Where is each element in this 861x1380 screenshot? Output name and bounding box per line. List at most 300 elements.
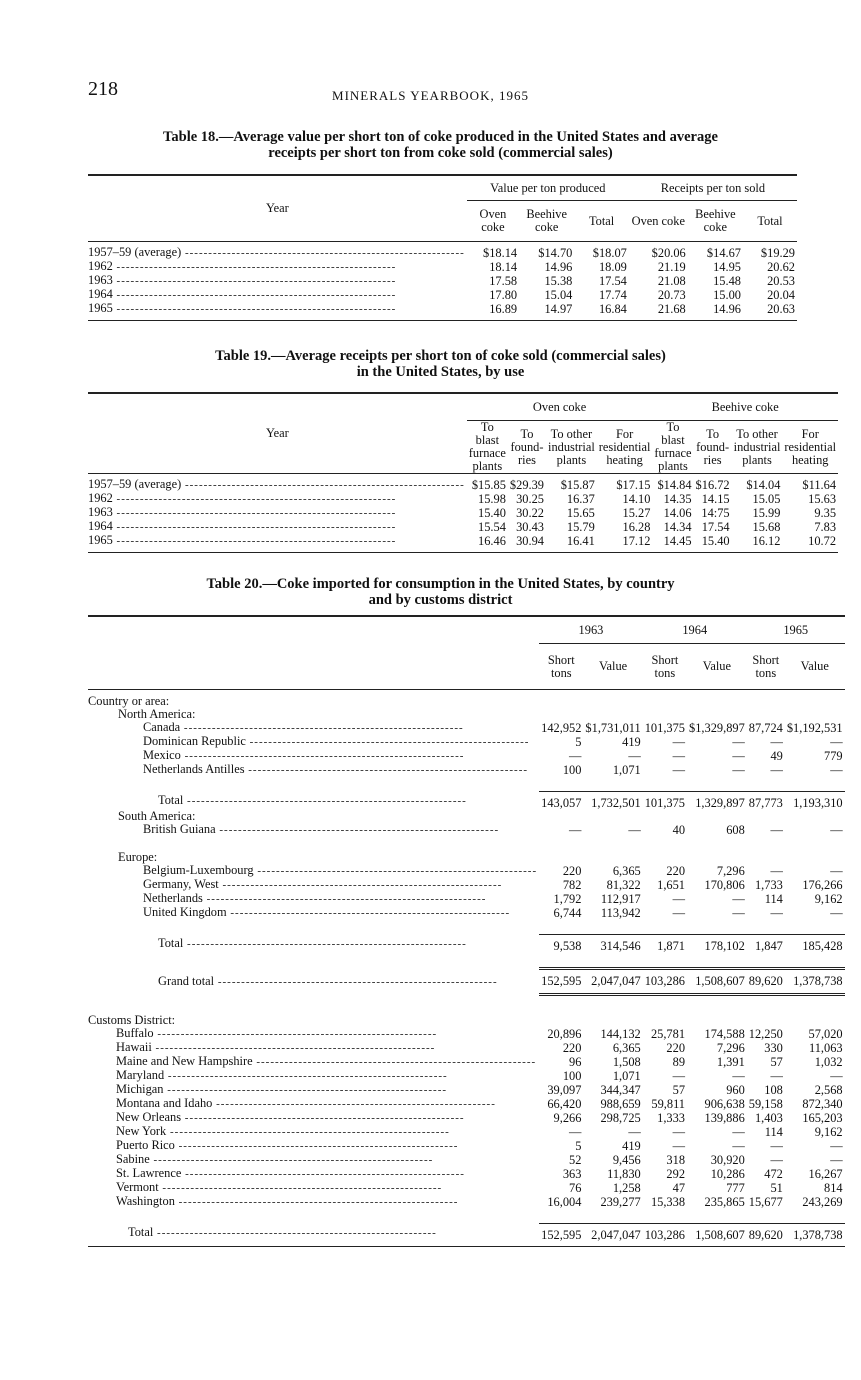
value-cell: — [672, 748, 686, 763]
table-19-title [88, 348, 793, 380]
row-label-cell [88, 1097, 539, 1111]
t20-row [88, 823, 845, 837]
value-cell: — [732, 1138, 745, 1153]
empty-cell [583, 837, 642, 851]
value-cell: 344,347 [600, 1082, 641, 1097]
value-cell: $19.29 [760, 245, 795, 260]
value-cell: 143,057 [539, 792, 583, 811]
row-label-cell [88, 1153, 539, 1167]
table-18 [88, 174, 797, 321]
value-cell: $11.64 [802, 477, 837, 492]
table-20-title-line1: Table 20.—Coke imported for consumption in the United States, by country [206, 576, 675, 592]
row-label: New Orleans ----- [116, 1110, 465, 1124]
t18-header-beehive-receipts: Beehive coke [688, 201, 743, 242]
value-cell: 103,286 [643, 1224, 687, 1243]
value-cell: 6,365 [612, 863, 641, 878]
value-cell: 20.73 [657, 287, 686, 302]
t20-header-short-1963: Short tons [539, 644, 583, 690]
value-cell: 176,266 [802, 877, 843, 892]
value-cell: — [672, 905, 686, 920]
value-cell: 15.99 [752, 505, 781, 520]
row-label-cell [88, 1181, 539, 1195]
value-cell: 330 [764, 1040, 783, 1055]
empty-cell [785, 953, 845, 969]
empty-cell [643, 695, 687, 708]
row-label: Maryland ----- [116, 1068, 448, 1082]
value-cell: 2,047,047 [583, 1224, 642, 1243]
value-cell: 96 [569, 1054, 582, 1069]
value-cell: 16.12 [752, 533, 781, 548]
row-label-cell [88, 1139, 539, 1153]
empty-cell [747, 708, 785, 721]
empty-cell [88, 316, 467, 321]
value-cell: 20.53 [767, 273, 795, 288]
row-label-cell [88, 1195, 539, 1209]
t20-row [88, 749, 845, 763]
value-cell: 2,047,047 [583, 969, 642, 995]
value-cell: 15.65 [566, 505, 595, 520]
empty-cell [88, 777, 539, 792]
t19-header-other: To other industrial plants [546, 421, 597, 474]
value-cell: — [732, 905, 745, 920]
value-cell: 9.35 [814, 505, 837, 520]
value-cell: — [732, 891, 745, 906]
value-cell: 21.08 [657, 273, 686, 288]
empty-cell [785, 920, 845, 935]
t18-header-total-receipts: Total [743, 201, 797, 242]
value-cell: 814 [824, 1180, 843, 1195]
row-label-cell [88, 1111, 539, 1125]
value-cell: 782 [562, 877, 582, 892]
row-label: North America: [118, 707, 196, 721]
value-cell: 17.58 [489, 273, 518, 288]
spacer-row [88, 920, 845, 935]
t18-header-beehive: Beehive coke [519, 201, 574, 242]
row-label-cell [88, 260, 467, 274]
value-cell: 16.41 [566, 533, 595, 548]
row-label: Buffalo ----- [116, 1026, 437, 1040]
value-cell: 14.06 [663, 505, 692, 520]
value-cell: 185,428 [785, 935, 845, 954]
empty-cell [747, 695, 785, 708]
value-cell: 16,267 [808, 1166, 843, 1181]
empty-cell [583, 851, 642, 864]
row-label: Customs District: [88, 1013, 176, 1027]
t20-row [88, 864, 845, 878]
empty-cell [583, 995, 642, 1015]
row-label: 1964 ----- [88, 519, 396, 533]
value-cell: 220 [562, 863, 582, 878]
empty-cell [583, 708, 642, 721]
value-cell: 21.68 [657, 301, 686, 316]
row-label-cell [88, 823, 539, 837]
value-cell: — [569, 822, 582, 837]
value-cell: 9,162 [814, 891, 843, 906]
value-cell: 235,865 [704, 1194, 745, 1209]
value-cell: 15.63 [808, 491, 837, 506]
value-cell: 9,538 [539, 935, 583, 954]
value-cell: 239,277 [600, 1194, 641, 1209]
row-label: Total ----- [158, 936, 467, 950]
value-cell: — [569, 748, 582, 763]
value-cell: 51 [770, 1180, 783, 1195]
empty-cell [732, 548, 783, 553]
value-cell: 20.04 [767, 287, 795, 302]
value-cell: 1,071 [612, 762, 641, 777]
value-cell: 6,365 [612, 1040, 641, 1055]
empty-cell [643, 995, 687, 1015]
empty-cell [88, 1209, 539, 1224]
value-cell: 14.15 [701, 491, 730, 506]
row-label-cell [88, 492, 467, 506]
row-label: 1964 ----- [88, 287, 396, 301]
value-cell: 14.96 [544, 259, 573, 274]
t20-header-short-1964: Short tons [643, 644, 687, 690]
value-cell: 220 [666, 863, 686, 878]
value-cell: 777 [726, 1180, 745, 1195]
t18-header-oven-receipts: Oven coke [629, 201, 688, 242]
value-cell: 7.83 [814, 519, 837, 534]
empty-cell [785, 851, 845, 864]
value-cell: — [770, 822, 783, 837]
empty-cell [583, 1209, 642, 1224]
t20-header-1964: 1964 [643, 616, 747, 644]
t20-row [88, 721, 845, 735]
row-label-cell [88, 1041, 539, 1055]
value-cell: 16.46 [478, 533, 506, 548]
empty-cell [643, 851, 687, 864]
t19-row [88, 520, 838, 534]
empty-cell [583, 695, 642, 708]
value-cell: 220 [562, 1040, 582, 1055]
value-cell: — [628, 822, 641, 837]
t18-body [88, 242, 797, 321]
t20-header-value-1965: Value [785, 644, 845, 690]
t19-row [88, 506, 838, 520]
value-cell: 170,806 [704, 877, 745, 892]
t18-header-value: Value per ton produced [467, 175, 629, 201]
row-label: New York ----- [116, 1124, 450, 1138]
empty-cell [785, 708, 845, 721]
value-cell: $1,329,897 [689, 720, 745, 735]
empty-cell [88, 953, 539, 969]
empty-cell [629, 316, 688, 321]
value-cell: 10.72 [808, 533, 837, 548]
empty-cell [687, 1014, 747, 1027]
empty-cell [643, 1242, 687, 1247]
row-label-cell [88, 302, 467, 316]
value-cell: $15.87 [560, 477, 595, 492]
value-cell: 59,158 [748, 1096, 783, 1111]
row-label: Germany, West ----- [143, 877, 502, 891]
value-cell: 872,340 [802, 1096, 843, 1111]
t20-total-row [88, 1224, 845, 1243]
empty-cell [546, 548, 597, 553]
value-cell: 103,286 [643, 969, 687, 995]
row-label: Total ----- [128, 1225, 437, 1239]
row-label: Dominican Republic ----- [143, 734, 529, 748]
value-cell: 243,269 [802, 1194, 843, 1209]
value-cell: 1,329,897 [687, 792, 747, 811]
value-cell: 66,420 [547, 1096, 582, 1111]
t20-row [88, 1097, 845, 1111]
value-cell: 1,733 [754, 877, 783, 892]
row-label: Sabine ----- [116, 1152, 433, 1166]
empty-cell [747, 777, 785, 792]
row-label-cell [88, 1125, 539, 1139]
value-cell: $18.07 [592, 245, 627, 260]
value-cell: 114 [764, 1124, 783, 1139]
value-cell: — [672, 1138, 686, 1153]
value-cell: 49 [770, 748, 783, 763]
value-cell: $16.72 [695, 477, 730, 492]
value-cell: 9,456 [612, 1152, 641, 1167]
t19-body [88, 474, 838, 553]
row-label-cell [88, 735, 539, 749]
spacer-row [88, 1209, 845, 1224]
value-cell: 15.68 [752, 519, 781, 534]
value-cell: 1,651 [657, 877, 686, 892]
value-cell: 1,258 [612, 1180, 641, 1195]
row-label-cell [88, 506, 467, 520]
value-cell: 298,725 [600, 1110, 641, 1125]
row-label-cell [88, 935, 539, 954]
value-cell: 5 [575, 1138, 582, 1153]
empty-cell [747, 810, 785, 823]
t20-header-1963: 1963 [539, 616, 643, 644]
value-cell: 1,378,738 [785, 969, 845, 995]
value-cell: 15.04 [544, 287, 573, 302]
value-cell: 11,830 [607, 1166, 641, 1181]
value-cell: 15.27 [622, 505, 651, 520]
value-cell: 144,132 [600, 1026, 641, 1041]
value-cell: 113,942 [600, 905, 641, 920]
table-18-title-line2: receipts per short ton from coke sold (commercial sales) [268, 145, 613, 161]
row-label-cell [88, 520, 467, 534]
empty-cell [583, 920, 642, 935]
empty-cell [687, 777, 747, 792]
value-cell: — [732, 1068, 745, 1083]
t20-row [88, 1181, 845, 1195]
t18-header-oven: Oven coke [467, 201, 519, 242]
spacer-row [88, 548, 838, 553]
empty-cell [785, 1242, 845, 1247]
spacer-row [88, 837, 845, 851]
value-cell: 57,020 [808, 1026, 843, 1041]
value-cell: — [672, 734, 686, 749]
value-cell: 9,266 [553, 1110, 582, 1125]
value-cell: 89,620 [747, 1224, 785, 1243]
row-label: South America: [118, 809, 196, 823]
value-cell: 89 [672, 1054, 686, 1069]
value-cell: — [672, 1068, 686, 1083]
value-cell: 17.12 [622, 533, 651, 548]
empty-cell [88, 1242, 539, 1247]
t19-row [88, 492, 838, 506]
value-cell: 152,595 [539, 969, 583, 995]
value-cell: — [770, 1138, 783, 1153]
value-cell: 30.22 [516, 505, 544, 520]
value-cell: 30.25 [516, 491, 544, 506]
value-cell: — [770, 905, 783, 920]
row-label: Belgium-Luxembourg ----- [143, 863, 537, 877]
row-label: Puerto Rico ----- [116, 1138, 458, 1152]
value-cell: 960 [726, 1082, 745, 1097]
empty-cell [539, 1242, 583, 1247]
value-cell: — [770, 863, 783, 878]
empty-cell [687, 995, 747, 1015]
empty-cell [687, 695, 747, 708]
value-cell: — [732, 1124, 745, 1139]
t20-row [88, 892, 845, 906]
value-cell: 15,338 [650, 1194, 686, 1209]
t19-header-found: To found-ries [508, 421, 546, 474]
t19-header-other-beehive: To other industrial plants [732, 421, 783, 474]
t19-row [88, 478, 838, 492]
t19-header-blast-beehive: To blast furnace plants [654, 420, 692, 473]
value-cell: 15.48 [713, 273, 741, 288]
empty-cell [539, 695, 583, 708]
row-label: Canada ----- [143, 720, 464, 734]
t20-body [88, 690, 845, 1247]
t19-header-beehive: Beehive coke [652, 393, 838, 421]
t18-header-year: Year [88, 175, 467, 242]
row-label-cell [88, 1083, 539, 1097]
value-cell: — [830, 762, 843, 777]
empty-cell [539, 1014, 583, 1027]
value-cell: 15.40 [478, 505, 506, 520]
value-cell: 1,847 [747, 935, 785, 954]
t20-row [88, 1083, 845, 1097]
value-cell: 142,952 [541, 720, 582, 735]
table-19-title-line1: Table 19.—Average receipts per short ton of coke sold (commercial sales) [215, 348, 666, 364]
t20-row [88, 1055, 845, 1069]
t20-row [88, 1069, 845, 1083]
empty-cell [519, 316, 574, 321]
value-cell: 52 [569, 1152, 582, 1167]
value-cell: — [830, 863, 843, 878]
value-cell: $1,192,531 [786, 720, 843, 735]
value-cell: — [830, 905, 843, 920]
t18-row [88, 274, 797, 288]
row-label-cell [88, 288, 467, 302]
value-cell: 15.54 [478, 519, 506, 534]
value-cell: 472 [764, 1166, 783, 1181]
empty-cell [643, 953, 687, 969]
row-label: Total ----- [158, 793, 467, 807]
value-cell: — [732, 734, 745, 749]
empty-cell [785, 1209, 845, 1224]
empty-cell [583, 953, 642, 969]
row-label: Michigan ----- [116, 1082, 447, 1096]
value-cell: 1,508,607 [687, 1224, 747, 1243]
row-label-cell [88, 274, 467, 288]
empty-cell [747, 1242, 785, 1247]
value-cell: 16.89 [489, 301, 518, 316]
table-20 [88, 615, 845, 1247]
row-label-cell [88, 969, 539, 995]
row-label: British Guiana ----- [143, 822, 499, 836]
value-cell: — [628, 1124, 641, 1139]
t18-row [88, 246, 797, 260]
value-cell: 10,286 [710, 1166, 745, 1181]
table-18-title [88, 129, 793, 161]
empty-cell [687, 1209, 747, 1224]
value-cell: — [672, 891, 686, 906]
empty-cell [467, 548, 508, 553]
row-label-cell [88, 906, 539, 920]
row-label-cell [88, 1167, 539, 1181]
value-cell: 20.62 [767, 259, 795, 274]
empty-cell [687, 1242, 747, 1247]
empty-cell [687, 837, 747, 851]
t18-header-receipts: Receipts per ton sold [629, 175, 797, 201]
value-cell: 87,724 [748, 720, 783, 735]
t19-header-oven: Oven coke [467, 393, 653, 421]
value-cell: 15.38 [544, 273, 573, 288]
empty-cell [643, 837, 687, 851]
empty-cell [583, 810, 642, 823]
value-cell: — [672, 1124, 686, 1139]
empty-cell [652, 548, 693, 553]
value-cell: 1,871 [643, 935, 687, 954]
row-label: Maine and New Hampshire ----- [116, 1054, 536, 1068]
empty-cell [88, 920, 539, 935]
empty-cell [539, 837, 583, 851]
value-cell: 11,063 [809, 1040, 843, 1055]
value-cell: 14.45 [663, 533, 692, 548]
empty-cell [88, 995, 539, 1015]
value-cell: 14.97 [544, 301, 573, 316]
t19-row [88, 534, 838, 548]
value-cell: 114 [764, 891, 783, 906]
empty-cell [508, 548, 546, 553]
value-cell: 16.84 [598, 301, 627, 316]
page-number: 218 [88, 78, 118, 100]
row-label-cell [88, 534, 467, 548]
value-cell: 1,508,607 [687, 969, 747, 995]
empty-cell [747, 851, 785, 864]
value-cell: 57 [770, 1054, 783, 1069]
empty-cell [539, 953, 583, 969]
empty-cell [747, 837, 785, 851]
row-label-cell [88, 1055, 539, 1069]
row-label-cell [88, 792, 539, 811]
value-cell: $15.85 [471, 477, 506, 492]
value-cell: — [830, 734, 843, 749]
value-cell: 314,546 [583, 935, 642, 954]
value-cell: 14.95 [713, 259, 741, 274]
value-cell: 17.74 [598, 287, 627, 302]
t20-grand-total-row [88, 969, 845, 995]
value-cell: — [770, 734, 783, 749]
t19-header-resid: For residential heating [597, 421, 653, 474]
value-cell: 1,403 [754, 1110, 783, 1125]
empty-cell [539, 1209, 583, 1224]
value-cell: 1,508 [612, 1054, 641, 1069]
t20-total-row [88, 792, 845, 811]
empty-cell [747, 1014, 785, 1027]
row-label: St. Lawrence ----- [116, 1166, 465, 1180]
value-cell: 14.10 [622, 491, 651, 506]
empty-cell [747, 1209, 785, 1224]
value-cell: 220 [666, 1040, 686, 1055]
value-cell: 174,588 [704, 1026, 745, 1041]
row-label: Netherlands Antilles ----- [143, 762, 528, 776]
value-cell: 100 [562, 762, 582, 777]
value-cell: 47 [672, 1180, 686, 1195]
row-label-cell [88, 246, 467, 260]
